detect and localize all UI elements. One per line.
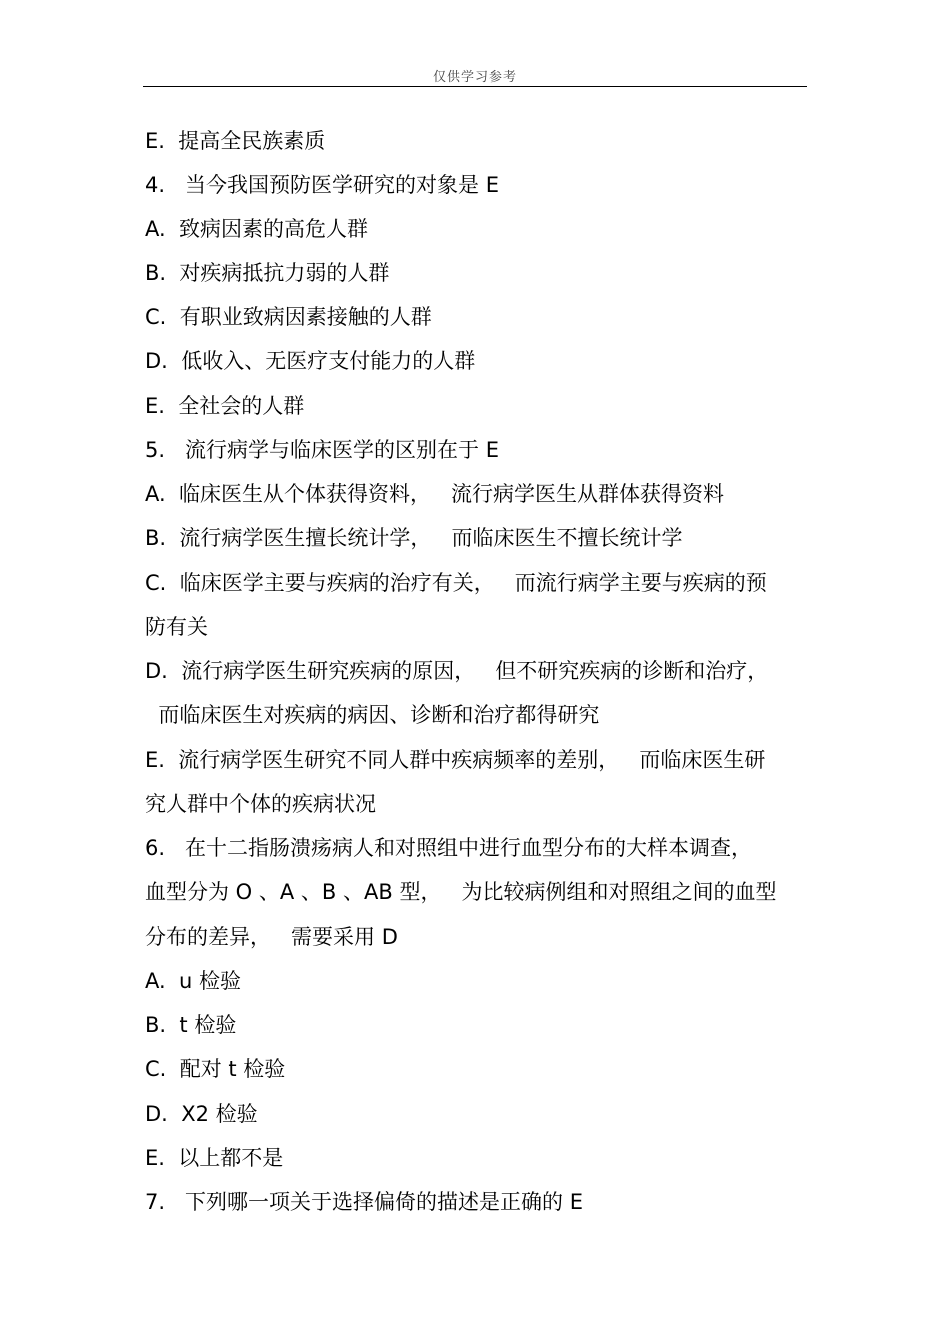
- option-c-continued: 防有关: [145, 615, 208, 639]
- question-6-stem: 6. 在十二指肠溃疡病人和对照组中进行血型分布的大样本调查，: [145, 836, 753, 860]
- question-5-stem: 5. 流行病学与临床医学的区别在于 E: [145, 438, 500, 462]
- header-text: 仅供学习参考: [432, 70, 517, 85]
- option-d: D. 流行病学医生研究疾病的原因， 但不研究疾病的诊断和治疗，: [145, 659, 769, 683]
- page-header: [143, 64, 807, 87]
- option-d: D. X2 检验: [145, 1102, 258, 1126]
- option-c: C. 有职业致病因素接触的人群: [145, 305, 432, 329]
- option-a: A. u 检验: [145, 969, 242, 993]
- text-line: E. 提高全民族素质: [145, 129, 326, 153]
- option-a: A. 临床医生从个体获得资料， 流行病学医生从群体获得资料: [145, 482, 725, 506]
- option-e: E. 全社会的人群: [145, 394, 305, 418]
- option-e-continued: 究人群中个体的疾病状况: [145, 792, 376, 816]
- question-6-stem-continued: 分布的差异， 需要采用 D: [145, 925, 398, 949]
- question-6-stem-continued: 血型分为 O 、A 、B 、AB 型， 为比较病例组和对照组之间的血型: [145, 880, 777, 904]
- option-c: C. 配对 t 检验: [145, 1057, 286, 1081]
- question-7-stem: 7. 下列哪一项关于选择偏倚的描述是正确的 E: [145, 1190, 584, 1214]
- option-e: E. 以上都不是: [145, 1146, 284, 1170]
- option-a: A. 致病因素的高危人群: [145, 217, 369, 241]
- option-d-continued: 而临床医生对疾病的病因、诊断和治疗都得研究: [145, 703, 600, 727]
- option-c: C. 临床医学主要与疾病的治疗有关， 而流行病学主要与疾病的预: [145, 571, 767, 595]
- option-e: E. 流行病学医生研究不同人群中疾病频率的差别， 而临床医生研: [145, 748, 766, 772]
- option-b: B. 流行病学医生擅长统计学， 而临床医生不擅长统计学: [145, 526, 683, 550]
- option-b: B. 对疾病抵抗力弱的人群: [145, 261, 390, 285]
- option-d: D. 低收入、无医疗支付能力的人群: [145, 349, 476, 373]
- option-b: B. t 检验: [145, 1013, 237, 1037]
- question-4-stem: 4. 当今我国预防医学研究的对象是 E: [145, 173, 500, 197]
